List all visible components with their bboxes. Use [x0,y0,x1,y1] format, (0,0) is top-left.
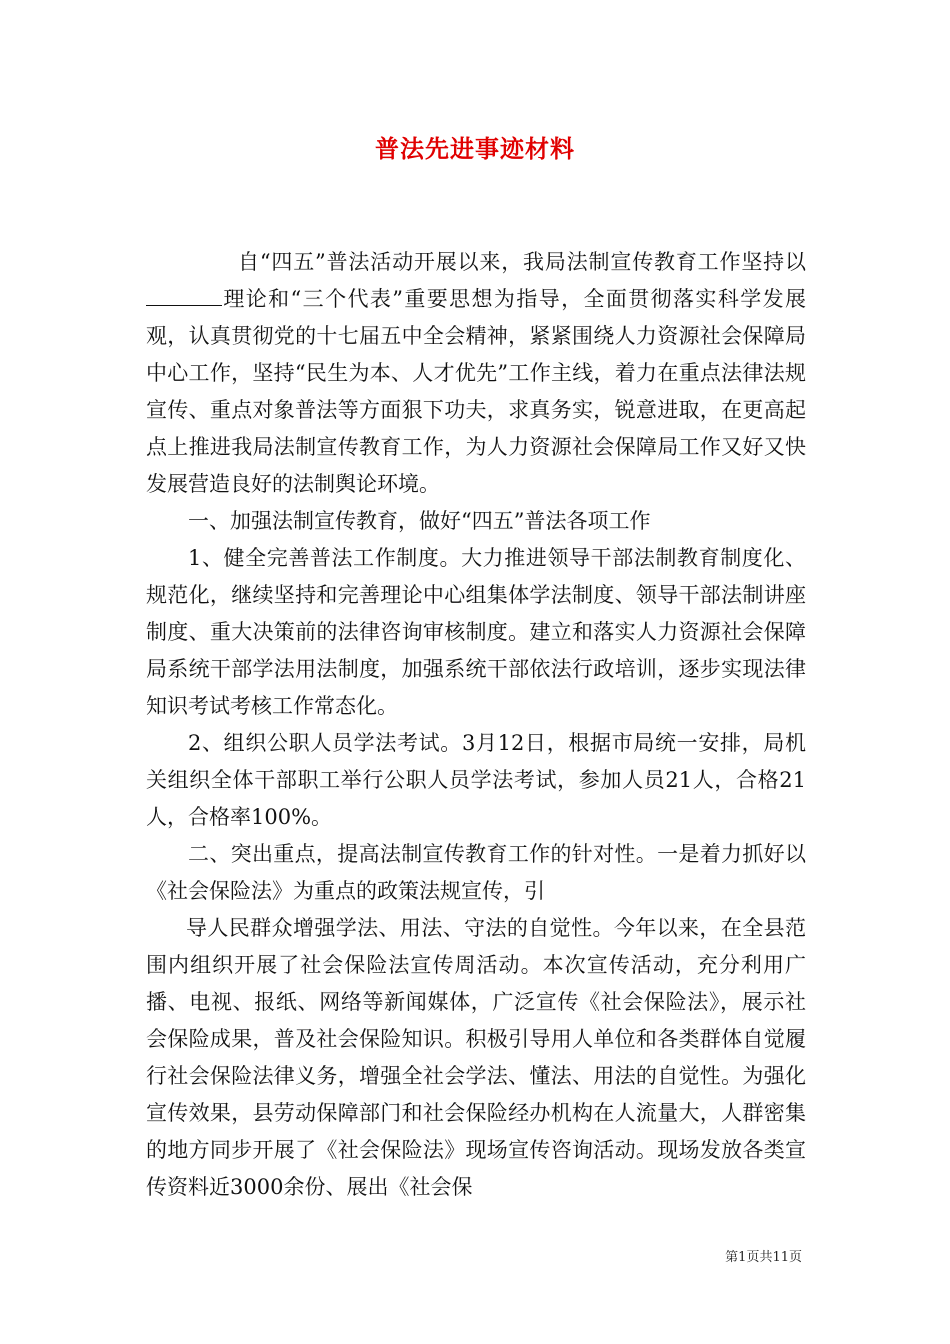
paragraph-intro-part2: 理论和“三个代表”重要思想为指导，全面贯彻落实科学发展观，认真贯彻党的十七届五中全会精神，紧紧围绕人力资源社会保障局中心工作，坚持“民生为本、人才优先”工作主线，着力在重点法律法规宣传、重点对象普法等方面狠下功夫，求真务实，锐意进取，在更高起点上推进我局法制宣传教育工作，为人力资源社会保障局工作又好又快发展营造良好的法制舆论环境。 [146,287,806,496]
document-title: 普法先进事迹材料 [375,134,575,163]
document-body [146,244,806,1206]
paragraph-intro-part1: 自“四五”普法活动开展以来，我局法制宣传教育工作坚持以 [238,250,806,274]
section-heading-2: 二、突出重点，提高法制宣传教育工作的针对性。一是着力抓好以《社会保险法》为重点的政策法规宣传，引 [146,842,806,903]
page-number-footer: 第1页共11页 [725,1250,802,1265]
paragraph-item-3: 导人民群众增强学法、用法、守法的自觉性。今年以来，在全县范围内组织开展了社会保险法宣传周活动。本次宣传活动，充分利用广播、电视、报纸、网络等新闻媒体，广泛宣传《社会保险法》，展示社会保险成果，普及社会保险知识。积极引导用人单位和各类群体自觉履行社会保险法律义务，增强全社会学法、懂法、用法的自觉性。为强化宣传效果，县劳动保障部门和社会保险经办机构在人流量大，人群密集的地方同步开展了《社会保险法》现场宣传咨询活动。现场发放各类宣传资料近3000余份、展出《社会保 [146,916,806,1199]
paragraph-intro [146,244,806,503]
section-heading-1: 一、加强法制宣传教育，做好“四五”普法各项工作 [188,509,651,533]
paragraph-item-1: 1、健全完善普法工作制度。大力推进领导干部法制教育制度化、规范化，继续坚持和完善理论中心组集体学法制度、领导干部法制讲座制度、重大决策前的法律咨询审核制度。建立和落实人力资源社会保障局系统干部学法用法制度，加强系统干部依法行政培训，逐步实现法律知识考试考核工作常态化。 [146,546,806,718]
paragraph-item-2: 2、组织公职人员学法考试。3月12日，根据市局统一安排，局机关组织全体干部职工举行公职人员学法考试，参加人员21人，合格21人，合格率100%。 [146,731,806,829]
fill-in-blank [146,285,222,306]
